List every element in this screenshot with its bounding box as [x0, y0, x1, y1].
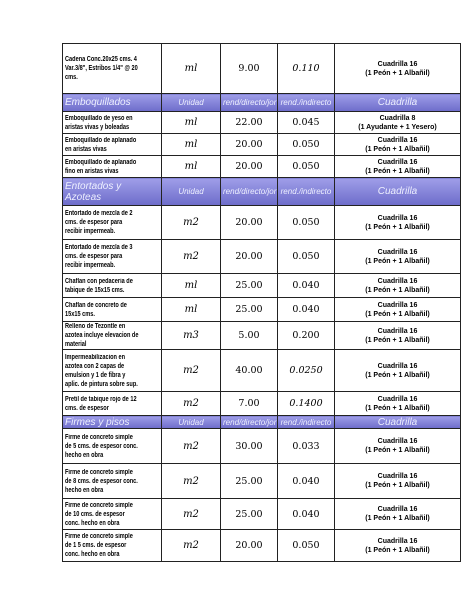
cuadrilla-name: Cuadrilla 16 — [377, 395, 418, 403]
column-header-unidad: Unidad — [162, 94, 221, 112]
cuadrilla-name: Cuadrilla 16 — [377, 136, 418, 144]
table-row — [63, 240, 461, 274]
concept-text: Entortado de mezcla de 2 cms. de espesor para recibir impermeab. — [65, 210, 133, 235]
cuadrilla-name: Cuadrilla 16 — [377, 60, 418, 68]
column-header-rend-indirecto: rend./indirecto — [278, 94, 335, 112]
concept-text: Impermeabilizacion en azotea con 2 capas de emulsion y 1 de fibra y aplic. de pintura sobre sup. — [65, 353, 138, 388]
cuadrilla-members: (1 Peón + 1 Albañil) — [365, 286, 430, 294]
cuadrilla-cell — [335, 134, 461, 156]
cuadrilla-cell — [335, 499, 461, 530]
cuadrilla-members: (1 Peón + 1 Albañil) — [365, 310, 430, 318]
rend-indirecto-cell: 0.050 — [278, 206, 335, 240]
cuadrilla-members: (1 Peón + 1 Albañil) — [365, 69, 430, 77]
rend-indirecto-cell: 0.1400 — [278, 392, 335, 416]
cuadrilla-name: Cuadrilla 16 — [377, 362, 418, 370]
cuadrilla-cell — [335, 429, 461, 464]
cuadrilla-cell — [335, 206, 461, 240]
unit-cell: m2 — [162, 530, 221, 562]
column-header-unidad: Unidad — [162, 416, 221, 429]
concept-cell — [63, 298, 162, 322]
table-row — [63, 464, 461, 499]
cuadrilla-name: Cuadrilla 16 — [377, 438, 418, 445]
rend-indirecto-cell: 0.033 — [278, 429, 335, 464]
rend-directo-cell: 20.00 — [221, 530, 278, 562]
table-row — [63, 112, 461, 134]
rend-indirecto-cell: 0.0250 — [278, 350, 335, 392]
unit-cell: ml — [162, 274, 221, 298]
rend-directo-cell: 22.00 — [221, 112, 278, 134]
table-row — [63, 392, 461, 416]
rend-directo-cell: 40.00 — [221, 350, 278, 392]
cuadrilla-cell — [335, 240, 461, 274]
cuadrilla-members: (1 Peón + 1 Albañil) — [365, 404, 430, 412]
rend-indirecto-cell: 0.050 — [278, 530, 335, 562]
cuadrilla-name: Cuadrilla 16 — [377, 158, 418, 166]
rend-directo-cell: 25.00 — [221, 298, 278, 322]
cuadrilla-cell — [335, 350, 461, 392]
rend-directo-cell: 9.00 — [221, 44, 278, 94]
unit-cell: m2 — [162, 464, 221, 499]
cuadrilla-cell — [335, 530, 461, 562]
cuadrilla-members: (1 Peón + 1 Albañil) — [365, 223, 430, 231]
table-row — [63, 206, 461, 240]
concept-text: Firme de concreto simple de 10 cms. de espesor conc. hecho en obra — [65, 501, 133, 527]
section-title: Emboquillados — [63, 94, 162, 112]
rend-directo-cell: 20.00 — [221, 134, 278, 156]
table-row — [63, 429, 461, 464]
concept-cell — [63, 274, 162, 298]
concept-cell — [63, 499, 162, 530]
unit-cell: ml — [162, 156, 221, 178]
column-header-rend-directo: rend/directo/jor — [221, 178, 278, 206]
rend-indirecto-cell: 0.040 — [278, 274, 335, 298]
concept-cell — [63, 134, 162, 156]
unit-cell: ml — [162, 134, 221, 156]
cuadrilla-members: (1 Peón + 1 Albañil) — [365, 167, 430, 175]
rend-directo-cell: 25.00 — [221, 499, 278, 530]
unit-cell: m2 — [162, 499, 221, 530]
concept-cell — [63, 156, 162, 178]
cuadrilla-cell — [335, 44, 461, 94]
cuadrilla-cell — [335, 298, 461, 322]
cuadrilla-name: Cuadrilla 16 — [377, 506, 418, 513]
cuadrilla-name: Cuadrilla 16 — [377, 248, 418, 256]
concept-cell — [63, 464, 162, 499]
rend-indirecto-cell: 0.050 — [278, 134, 335, 156]
concept-cell — [63, 392, 162, 416]
cuadrilla-name: Cuadrilla 16 — [377, 327, 418, 335]
concept-text: Firme de concreto simple de 8 cms. de espesor conc. hecho en obra — [65, 468, 138, 494]
cuadrilla-members: (1 Peón + 1 Albañil) — [365, 482, 430, 489]
cuadrilla-members: (1 Peón + 1 Albañil) — [365, 371, 430, 379]
rend-indirecto-cell: 0.040 — [278, 464, 335, 499]
cuadrilla-name: Cuadrilla 16 — [377, 473, 418, 480]
cuadrilla-name: Cuadrilla 16 — [377, 537, 418, 545]
column-header-rend-indirecto: rend./indirecto — [278, 416, 335, 429]
rend-directo-cell: 20.00 — [221, 156, 278, 178]
rend-directo-cell: 7.00 — [221, 392, 278, 416]
table-row — [63, 274, 461, 298]
concept-text: Firme de concreto simple de 1 5 cms. de espesor conc. hecho en obra — [65, 533, 133, 558]
unit-cell: m2 — [162, 240, 221, 274]
concept-text: Firme de concreto simple de 5 cms. de espesor conc. hecho en obra — [65, 433, 138, 459]
section-title: Entortados y Azoteas — [63, 178, 162, 206]
concept-text: Entortado de mezcla de 3 cms. de espesor para recibir impermeab. — [65, 244, 133, 269]
concept-cell — [63, 530, 162, 562]
rend-directo-cell: 25.00 — [221, 274, 278, 298]
concept-cell — [63, 350, 162, 392]
cuadrilla-members: (1 Peón + 1 Albañil) — [365, 145, 430, 153]
cuadrilla-name: Cuadrilla 8 — [379, 114, 416, 122]
rend-indirecto-cell: 0.200 — [278, 322, 335, 350]
concept-cell — [63, 112, 162, 134]
section-header-row — [63, 416, 461, 429]
column-header-rend-indirecto: rend./indirecto — [278, 178, 335, 206]
cuadrilla-cell — [335, 112, 461, 134]
unit-cell: m2 — [162, 392, 221, 416]
cuadrilla-cell — [335, 156, 461, 178]
table-row — [63, 134, 461, 156]
rend-directo-cell: 30.00 — [221, 429, 278, 464]
rendimientos-table — [62, 43, 461, 562]
cuadrilla-members: (1 Ayudante + 1 Yesero) — [358, 123, 437, 131]
concept-cell — [63, 206, 162, 240]
table-row — [63, 156, 461, 178]
cuadrilla-name: Cuadrilla 16 — [377, 214, 418, 222]
column-header-rend-directo: rend/directo/jor — [221, 94, 278, 112]
cuadrilla-members: (1 Peón + 1 Albañil) — [365, 447, 430, 454]
cuadrilla-cell — [335, 392, 461, 416]
unit-cell: ml — [162, 298, 221, 322]
column-header-cuadrilla: Cuadrilla — [335, 94, 461, 112]
section-header-row — [63, 178, 461, 206]
section-header-row — [63, 94, 461, 112]
concept-cell — [63, 44, 162, 94]
unit-cell: m3 — [162, 322, 221, 350]
rend-indirecto-cell: 0.045 — [278, 112, 335, 134]
column-header-rend-directo: rend/directo/jor — [221, 416, 278, 429]
rend-indirecto-cell: 0.040 — [278, 298, 335, 322]
cuadrilla-name: Cuadrilla 16 — [377, 301, 418, 309]
column-header-unidad: Unidad — [162, 178, 221, 206]
cuadrilla-cell — [335, 274, 461, 298]
table-row — [63, 350, 461, 392]
unit-cell: m2 — [162, 350, 221, 392]
table-row — [63, 322, 461, 350]
column-header-cuadrilla: Cuadrilla — [335, 178, 461, 206]
rend-indirecto-cell: 0.110 — [278, 44, 335, 94]
concept-text: Pretil de tabique rojo de 12 cms. de espesor — [65, 395, 137, 412]
cuadrilla-cell — [335, 464, 461, 499]
rend-indirecto-cell: 0.050 — [278, 156, 335, 178]
cuadrilla-members: (1 Peón + 1 Albañil) — [365, 257, 430, 265]
concept-text: Chaflan con pedaceria de tabique de 15x15 cms. — [65, 277, 133, 294]
concept-cell — [63, 322, 162, 350]
table-row — [63, 530, 461, 562]
concept-cell — [63, 429, 162, 464]
concept-text: Relleno de Tezontle en azotea incluye elevacion de material — [65, 323, 139, 348]
rend-directo-cell: 5.00 — [221, 322, 278, 350]
table-row — [63, 44, 461, 94]
concept-text: Chaflan de concreto de 15x15 cms. — [65, 301, 127, 318]
unit-cell: ml — [162, 44, 221, 94]
section-title: Firmes y pisos — [63, 416, 162, 429]
cuadrilla-members: (1 Peón + 1 Albañil) — [365, 515, 430, 522]
unit-cell: m2 — [162, 429, 221, 464]
concept-text: Emboquillado de aplanado en aristas vivas — [65, 136, 137, 153]
rend-directo-cell: 20.00 — [221, 206, 278, 240]
concept-text: Emboquillado de yeso en aristas vivas y boleadas — [65, 114, 133, 131]
table-row — [63, 298, 461, 322]
table-row — [63, 499, 461, 530]
unit-cell: m2 — [162, 206, 221, 240]
rend-indirecto-cell: 0.040 — [278, 499, 335, 530]
rend-directo-cell: 25.00 — [221, 464, 278, 499]
unit-cell: ml — [162, 112, 221, 134]
rend-indirecto-cell: 0.050 — [278, 240, 335, 274]
concept-text: Cadena Conc.20x25 cms. 4 Var.3/8", Estribos 1/4" @ 20 cms. — [65, 56, 138, 81]
cuadrilla-members: (1 Peón + 1 Albañil) — [365, 336, 430, 344]
rend-directo-cell: 20.00 — [221, 240, 278, 274]
cuadrilla-cell — [335, 322, 461, 350]
concept-cell — [63, 240, 162, 274]
cuadrilla-members: (1 Peón + 1 Albañil) — [365, 546, 430, 554]
column-header-cuadrilla: Cuadrilla — [335, 416, 461, 429]
concept-text: Emboquillado de aplanado fino en aristas vivas — [65, 158, 137, 175]
cuadrilla-name: Cuadrilla 16 — [377, 277, 418, 285]
